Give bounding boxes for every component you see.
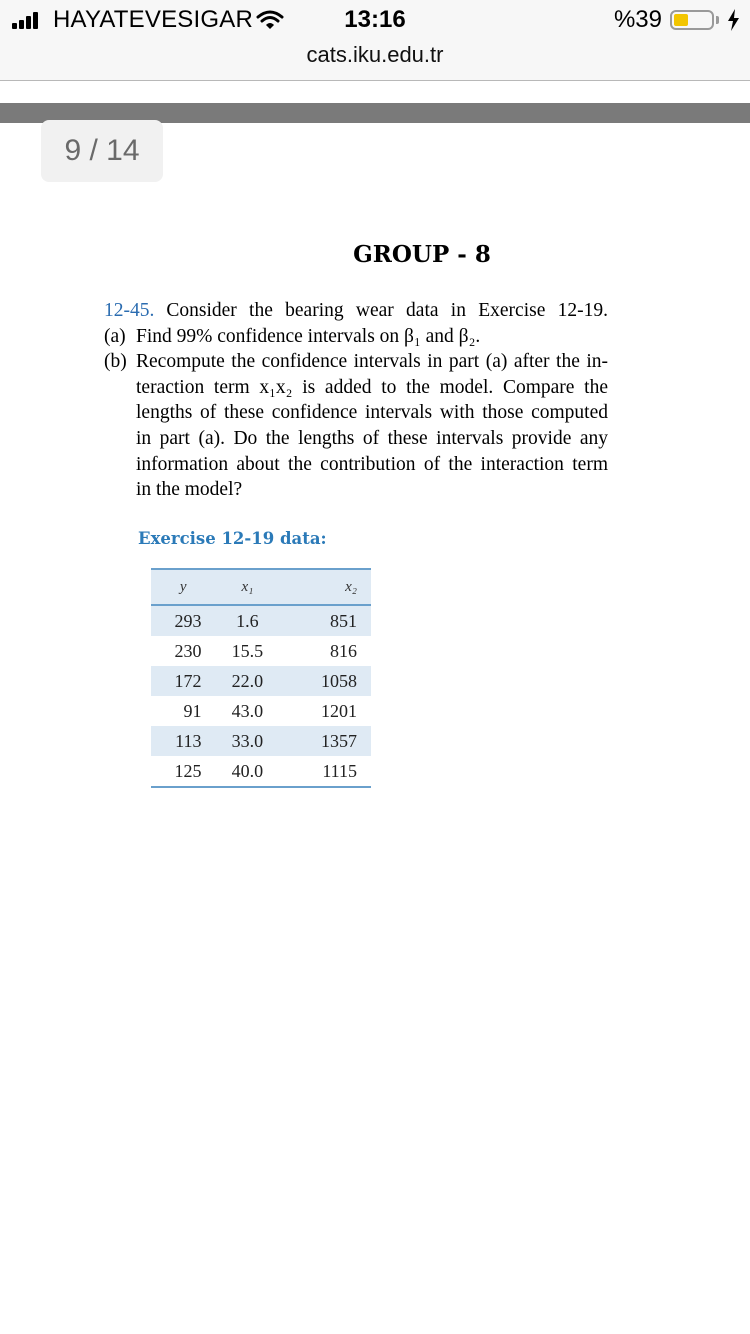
problem-number: 12-45. [104, 300, 155, 321]
table-header-x2: x₂ [279, 569, 371, 605]
table-cell: 40.0 [231, 760, 264, 781]
group-title: GROUP - 8 [353, 241, 491, 268]
table-header-row [151, 569, 371, 605]
part-b-line: teraction term x₁x₂ is added to the model. Compare the [136, 376, 608, 398]
problem-intro-line [104, 298, 608, 324]
clock: 13:16 [344, 6, 406, 33]
table-cell: 15.5 [231, 640, 264, 661]
battery-icon [670, 10, 714, 30]
problem-intro: Consider the bearing wear data in Exercise 12-19. [166, 300, 608, 321]
page-indicator: 9 / 14 [41, 120, 163, 182]
data-table [151, 568, 371, 788]
table-row [151, 636, 371, 666]
part-b [104, 349, 608, 503]
part-b-label: (b) [104, 351, 127, 373]
carrier-name: HAYATEVESIGAR [53, 6, 253, 33]
battery-tip [716, 16, 719, 24]
table-cell: 22.0 [216, 666, 280, 696]
part-b-line: lengths of these confidence intervals with those computed [136, 402, 608, 424]
data-table-title: Exercise 12-19 data: [138, 529, 327, 548]
status-bar [0, 0, 750, 81]
table-cell: 230 [174, 640, 202, 661]
battery-level [674, 14, 688, 26]
table-cell: 293 [151, 605, 216, 636]
table-cell: 172 [151, 666, 216, 696]
table-header-x1: x₁ [216, 569, 280, 605]
table-cell: 816 [330, 640, 357, 661]
table-cell: 1201 [321, 700, 357, 721]
problem-text [104, 298, 608, 503]
table-row [151, 726, 371, 756]
table-cell: 33.0 [216, 726, 280, 756]
table-row [151, 756, 371, 787]
part-b-line: in the model? [136, 479, 243, 501]
table-cell: 1115 [322, 760, 357, 781]
part-b-line: information about the contribution of the interaction term [136, 453, 608, 475]
table-cell: 113 [151, 726, 216, 756]
table-row [151, 605, 371, 636]
table-cell: 1357 [279, 726, 371, 756]
part-b-line: Recompute the confidence intervals in part (a) after the in- [136, 351, 608, 373]
table-row [151, 666, 371, 696]
pdf-page[interactable] [0, 123, 750, 1334]
part-a [104, 324, 608, 350]
part-a-text: Find 99% confidence intervals on β₁ and β₂. [136, 325, 481, 347]
table-cell: 851 [279, 605, 371, 636]
part-b-line: in part (a). Do the lengths of these intervals provide any [136, 427, 608, 449]
charging-bolt-icon [727, 9, 740, 31]
battery-percentage: %39 [613, 6, 662, 33]
table-cell: 1.6 [216, 605, 280, 636]
table-header-y: y [151, 569, 216, 605]
part-a-label: (a) [104, 325, 126, 347]
url-label[interactable]: cats.iku.edu.tr [306, 42, 444, 67]
table-cell: 43.0 [231, 700, 264, 721]
table-row [151, 696, 371, 726]
table-cell: 125 [174, 760, 202, 781]
table-cell: 91 [183, 700, 202, 721]
part-b-body [136, 349, 608, 503]
table-cell: 1058 [279, 666, 371, 696]
